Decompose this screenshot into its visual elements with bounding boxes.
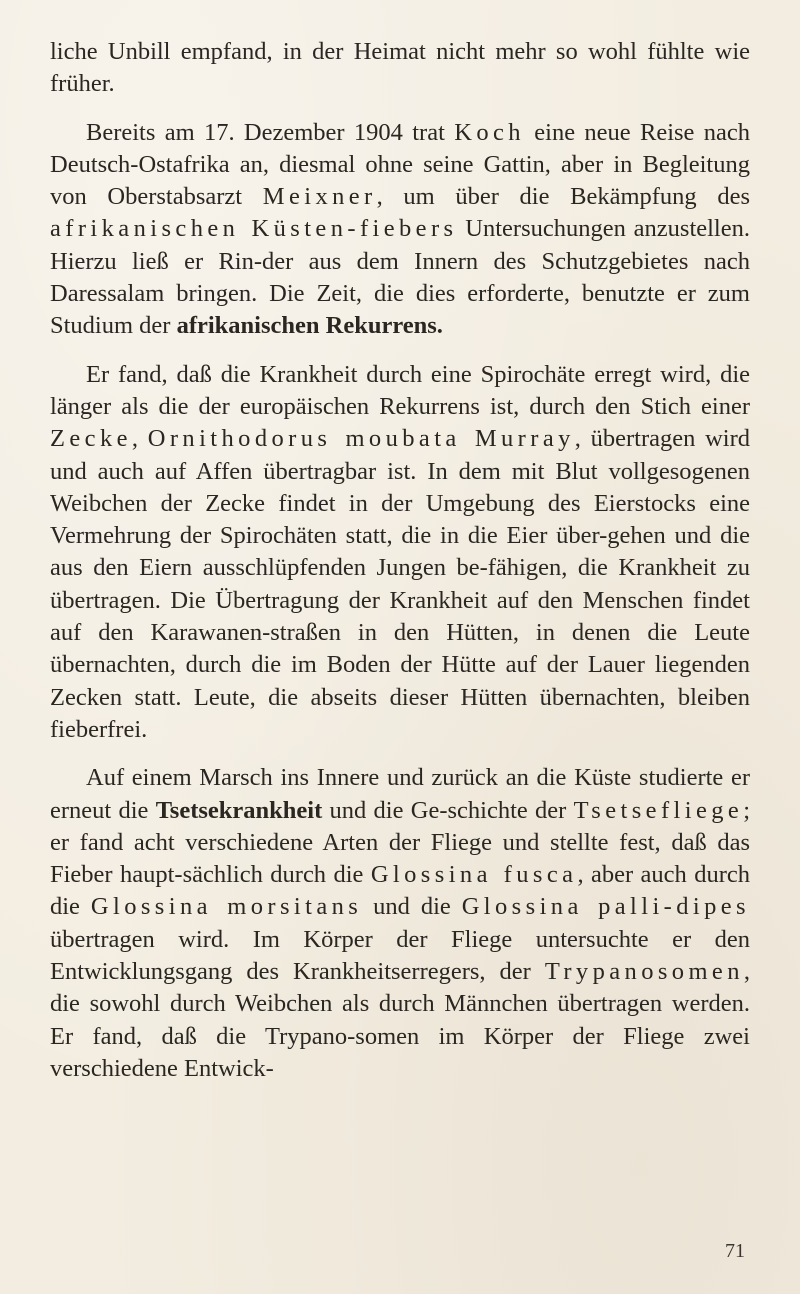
bold-term: afrikanischen Rekurrens. xyxy=(176,312,443,340)
text-run: , xyxy=(131,425,148,453)
text-run: Untersuchungen anzustellen. Hierzu ließ er Rin-der aus dem Innern des Schutzgebietes nach Daressalam bringen. Die Zeit, die dies erforderte, benutzte er zum Studium der xyxy=(50,215,750,340)
paragraph xyxy=(50,359,750,747)
spaced-term: Tsetsefliege xyxy=(573,796,744,824)
paragraph xyxy=(50,117,750,343)
paragraph xyxy=(50,762,750,1085)
page-number: 71 xyxy=(725,1240,745,1262)
spaced-term: Ornithodorus moubata Murray xyxy=(147,425,575,453)
text-run: ; er fand acht verschiedene Arten der Fliege und stellte fest, daß das Fieber haupt-sächlich durch die xyxy=(50,796,750,889)
text-run: Er fand, daß die Krankheit durch eine Spirochäte erregt wird, die länger als die der europäischen Rekurrens ist, durch den Stich einer xyxy=(50,360,750,420)
text-run: übertragen wird. Im Körper der Fliege untersuchte er den Entwicklungsgang des Krankheitserregers, der xyxy=(50,925,750,986)
text-run: liche Unbill empfand, in der Heimat nicht mehr so wohl fühlte wie früher. xyxy=(50,38,750,98)
text-run: und die xyxy=(362,893,462,921)
paragraph xyxy=(50,36,750,101)
text-run: Bereits am 17. Dezember 1904 trat xyxy=(86,118,455,146)
spaced-term: afrikanischen Küsten-fiebers xyxy=(50,215,458,243)
spaced-term: Meixner xyxy=(262,183,377,211)
body-text xyxy=(50,36,750,1085)
text-run: und die Ge-schichte der xyxy=(322,796,574,824)
text-run: , aber auch durch die xyxy=(50,861,750,921)
bold-term: Tsetsekrankheit xyxy=(155,796,323,824)
spaced-term: Zecke xyxy=(50,425,132,453)
text-run: Auf einem Marsch ins Innere und zurück an die Küste studierte er erneut die xyxy=(50,764,750,824)
text-run: eine neue Reise nach Deutsch-Ostafrika an, diesmal ohne seine Gattin, aber in Begleitung von Oberstabsarzt xyxy=(50,118,750,211)
spaced-term: Trypanosomen xyxy=(544,958,744,986)
text-run: , übertragen wird und auch auf Affen übertragbar ist. In dem mit Blut vollgesogenen Weibchen der Zecke findet in der Umgebung des Eierstocks eine Vermehrung der Spirochäten statt, die in die Eier über-gehen und die aus den Eiern ausschlüpfenden Jungen be-fähigen, die Krankheit zu übertragen. Die Übertragung der Krankheit auf den Menschen findet auf den Karawanen-straßen in den Hütten, in denen die Leute übernachten, durch die im Boden der Hütte auf der Lauer liegenden Zecken statt. Leute, die abseits dieser Hütten übernachten, bleiben fieberfrei. xyxy=(50,425,751,743)
text-run: , um über die Bekämpfung des xyxy=(376,183,750,211)
spaced-term: Glossina fusca xyxy=(370,861,578,889)
spaced-term: Glossina morsitans xyxy=(90,893,363,921)
text-run: , die sowohl durch Weibchen als durch Männchen übertragen werden. Er fand, daß die Trypano-somen im Körper der Fliege zwei verschiedene Entwick- xyxy=(50,958,750,1082)
spaced-term: Glossina palli-dipes xyxy=(461,893,751,921)
spaced-term: Koch xyxy=(454,118,525,146)
